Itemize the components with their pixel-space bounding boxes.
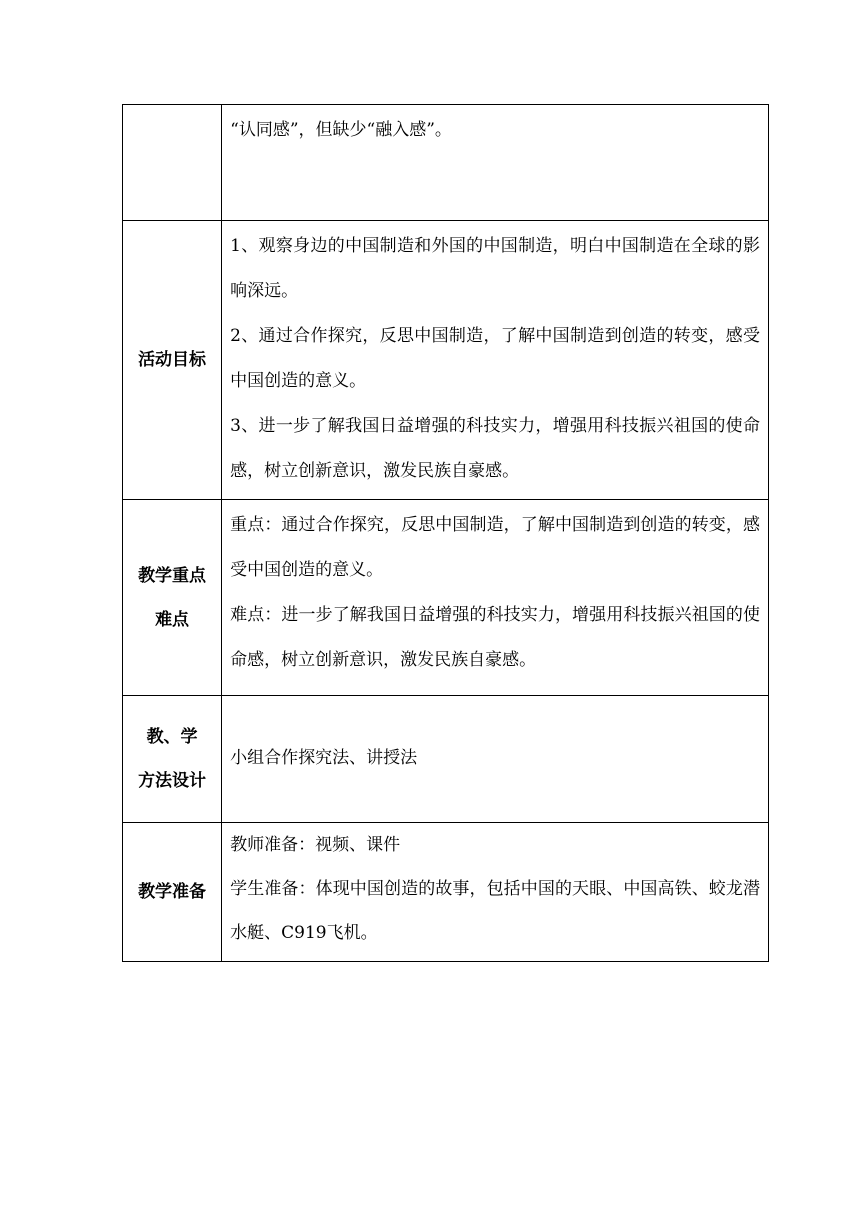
student-preparation: 学生准备：体现中国创造的故事，包括中国的天眼、中国高铁、蛟龙潜水艇、C919飞机。: [230, 879, 760, 943]
label-text-line-1: 教学重点: [138, 565, 207, 586]
row-label-empty: [123, 105, 222, 221]
label-text: 活动目标: [138, 350, 207, 370]
row-label-methods: [123, 696, 222, 823]
key-points-content: [222, 500, 769, 696]
table-row-activity-goals: [123, 221, 769, 500]
content-paragraph: “认同感”，但缺少“融入感”。: [230, 120, 452, 140]
key-point-focus: 重点：通过合作探究，反思中国制造，了解中国制造到创造的转变，感受中国创造的意义。: [230, 515, 760, 580]
continuation-content: [222, 105, 769, 221]
methods-text: 小组合作探究法、讲授法: [230, 747, 418, 768]
table-row-preparation: [123, 823, 769, 962]
table-row-methods: [123, 696, 769, 823]
teacher-preparation: 教师准备：视频、课件: [230, 835, 401, 855]
methods-content: [222, 696, 769, 823]
lesson-plan-table: [122, 104, 769, 962]
goal-item-3: 3、进一步了解我国日益增强的科技实力，增强用科技振兴祖国的使命感，树立创新意识，激发民族自豪感。: [230, 416, 760, 481]
label-text-line-1: 教、学: [146, 727, 198, 747]
table-row-key-points: [123, 500, 769, 696]
preparation-content: [222, 823, 769, 962]
label-text-line-2: 难点: [155, 609, 190, 630]
label-text: 教学准备: [138, 882, 207, 902]
row-label-preparation: [123, 823, 222, 962]
table-row-continuation: [123, 105, 769, 221]
goal-item-1: 1、观察身边的中国制造和外国的中国制造，明白中国制造在全球的影响深远。: [230, 236, 760, 301]
row-label-key-points: [123, 500, 222, 696]
key-point-difficulty: 难点：进一步了解我国日益增强的科技实力，增强用科技振兴祖国的使命感，树立创新意识，激发民族自豪感。: [230, 605, 760, 670]
activity-goals-content: [222, 221, 769, 500]
label-text-line-2: 方法设计: [138, 771, 207, 791]
row-label-activity-goals: [123, 221, 222, 500]
goal-item-2: 2、通过合作探究，反思中国制造，了解中国制造到创造的转变，感受中国创造的意义。: [230, 326, 760, 391]
